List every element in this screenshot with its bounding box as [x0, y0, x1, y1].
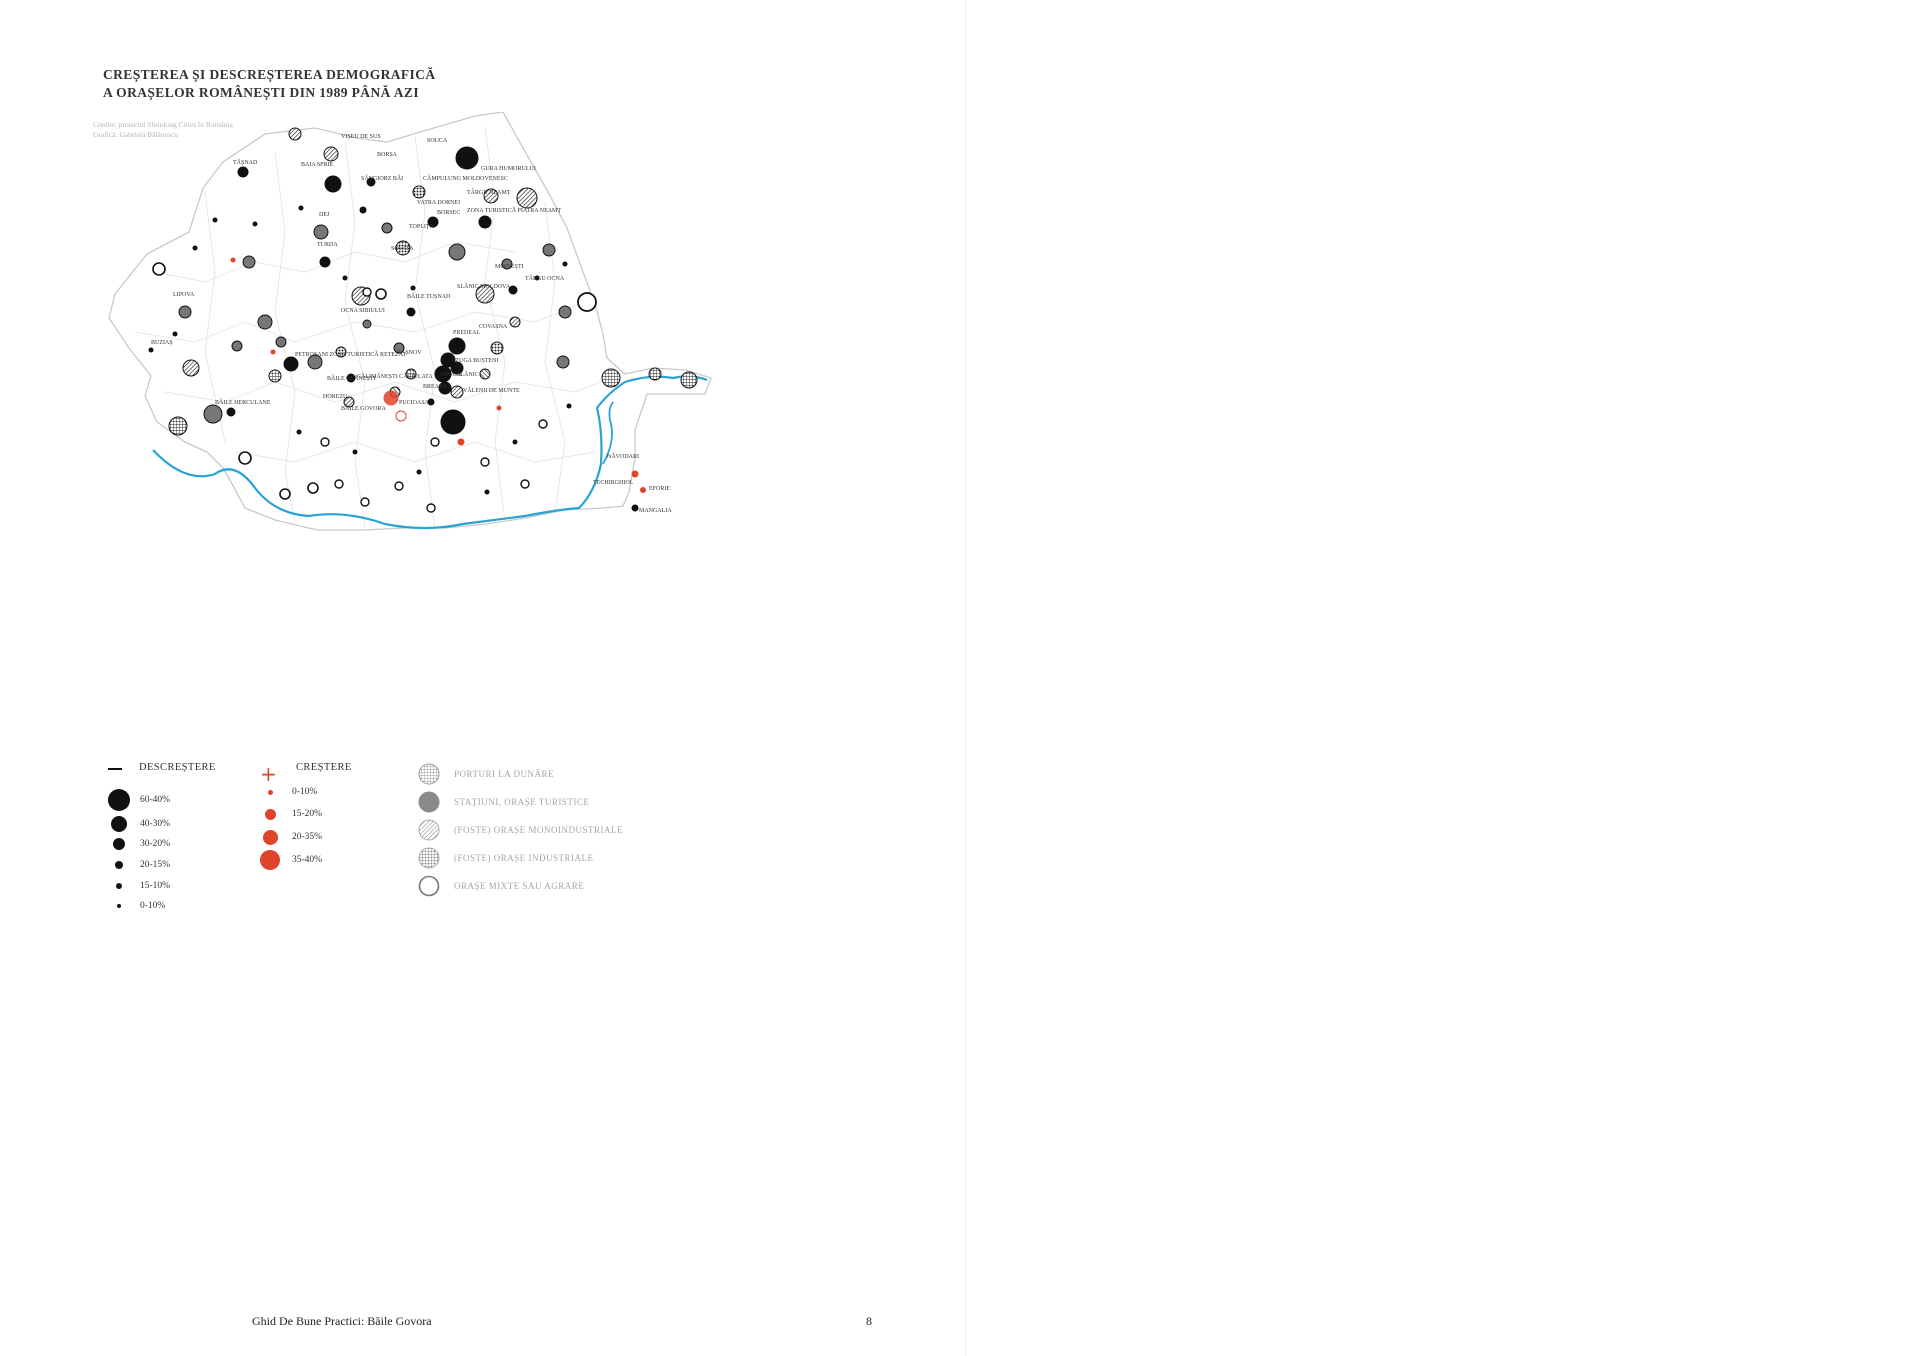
country-outline — [109, 112, 711, 530]
place-label: VATRA DORNEI — [417, 200, 461, 206]
place-label: TURDA — [317, 242, 338, 248]
city-marker — [325, 176, 341, 192]
legend-label: 15-20% — [292, 809, 323, 819]
place-label: BUZIAȘ — [151, 340, 173, 346]
legend-category-label: PORTURI LA DUNĂRE — [454, 769, 554, 779]
city-marker — [297, 430, 301, 434]
city-marker — [183, 360, 199, 376]
legend-dot — [116, 883, 122, 889]
place-label: COVASNA — [479, 324, 508, 330]
place-label: AZUGA BUȘTENI — [451, 358, 499, 364]
city-marker — [289, 128, 301, 140]
city-marker — [557, 356, 569, 368]
city-marker — [481, 458, 489, 466]
city-marker — [384, 391, 398, 405]
city-marker — [559, 306, 571, 318]
place-label: BORSEC — [437, 210, 461, 216]
legend-dot — [263, 830, 278, 845]
place-label: RÂȘNOV — [397, 350, 422, 356]
place-label: DEJ — [319, 212, 330, 218]
map-title-line: CREȘTEREA ȘI DESCREȘTEREA DEMOGRAFICĂ — [103, 67, 436, 82]
monoindustrial-swatch-icon — [418, 819, 440, 841]
map-title — [103, 66, 436, 102]
city-marker — [517, 188, 537, 208]
city-marker — [353, 450, 357, 454]
place-label: SLĂNIC — [457, 372, 479, 378]
legend-category-label: ORAȘE MIXTE SAU AGRARE — [454, 881, 585, 891]
city-marker — [497, 406, 501, 410]
city-marker — [396, 411, 406, 421]
place-label: TOPLIȚA — [409, 224, 434, 230]
legend-label: 20-15% — [140, 860, 171, 870]
place-label: TÂRGU NEAMȚ — [467, 190, 511, 196]
city-marker — [320, 257, 330, 267]
legend-decrease — [108, 762, 258, 928]
legend-dot — [268, 790, 273, 795]
place-label: BĂILE OLĂNEȘTI — [327, 376, 376, 382]
city-marker — [407, 308, 415, 316]
city-marker — [213, 218, 217, 222]
legend-label: 30-20% — [140, 839, 171, 849]
city-marker — [361, 498, 369, 506]
city-marker — [602, 369, 620, 387]
city-marker — [360, 207, 366, 213]
place-label: MANGALIA — [639, 508, 672, 514]
city-marker — [539, 420, 547, 428]
city-marker — [324, 147, 338, 161]
city-marker — [284, 357, 298, 371]
place-label: CĂLIMĂNEȘTI CĂCIULATA — [357, 374, 433, 380]
city-marker — [363, 288, 371, 296]
place-label: TÂRGU OCNA — [525, 276, 565, 282]
city-marker — [479, 216, 491, 228]
city-marker — [395, 482, 403, 490]
place-label: BREAZA — [423, 384, 447, 390]
city-marker — [335, 480, 343, 488]
city-marker — [204, 405, 222, 423]
legend-dot — [117, 904, 121, 908]
city-marker — [411, 286, 415, 290]
place-label: BĂILE HERCULANE — [215, 400, 271, 406]
place-label: MOINEȘTI — [495, 264, 524, 270]
city-marker — [276, 337, 286, 347]
legend-label: 20-35% — [292, 832, 323, 842]
city-marker — [280, 489, 290, 499]
place-label: SLĂNIC MOLDOVA — [457, 284, 511, 290]
legend-dot — [115, 861, 123, 869]
city-marker — [343, 276, 347, 280]
map-credit-line: Grafică: Gabriela Bălănescu — [93, 130, 178, 139]
city-marker — [480, 369, 490, 379]
industrial-swatch-icon — [418, 847, 440, 869]
city-marker — [491, 342, 503, 354]
city-marker — [681, 372, 697, 388]
place-label: BĂILE TUȘNAD — [407, 294, 451, 300]
plus-icon: + — [260, 762, 277, 786]
city-marker — [269, 370, 281, 382]
place-label: TECHIRGHIOL — [593, 480, 634, 486]
city-marker — [521, 480, 529, 488]
city-marker — [427, 504, 435, 512]
city-marker — [227, 408, 235, 416]
city-marker — [649, 368, 661, 380]
place-label: NĂVODARI — [607, 454, 639, 460]
place-label: BĂILE GOVORA — [341, 406, 386, 412]
city-marker — [641, 488, 646, 493]
city-marker — [376, 289, 386, 299]
city-marker — [308, 483, 318, 493]
legend-dot — [265, 809, 276, 820]
city-marker — [563, 262, 567, 266]
minus-icon — [108, 768, 122, 770]
place-label: VIȘEU DE SUS — [341, 134, 381, 140]
place-label: VĂLENII DE MUNTE — [463, 388, 520, 394]
place-label: PREDEAL — [453, 330, 480, 336]
legend-dot — [260, 850, 280, 870]
legend-category-label: (FOSTE) ORAȘE INDUSTRIALE — [454, 853, 594, 863]
place-label: HOREZU — [323, 394, 348, 400]
city-marker — [169, 417, 187, 435]
city-marker — [543, 244, 555, 256]
city-marker — [632, 505, 638, 511]
city-marker — [231, 258, 235, 262]
city-marker — [632, 471, 638, 477]
legend-category-label: STAȚIUNI, ORAȘE TURISTICE — [454, 797, 590, 807]
legend-increase-title: CREȘTERE — [296, 762, 352, 773]
city-marker — [509, 286, 517, 294]
legend-categories — [418, 766, 678, 906]
city-marker — [243, 256, 255, 268]
city-marker — [179, 306, 191, 318]
city-marker — [239, 452, 251, 464]
legend-label: 15-10% — [140, 881, 171, 891]
city-marker — [441, 410, 465, 434]
place-label: SOVATA — [391, 246, 414, 252]
place-labels — [151, 134, 672, 514]
legend-category-label: (FOSTE) ORAȘE MONOINDUSTRIALE — [454, 825, 623, 835]
city-marker — [258, 315, 272, 329]
page-number: 8 — [866, 1314, 872, 1328]
county-borders — [135, 127, 625, 527]
place-label: SINAIA — [441, 372, 462, 378]
city-marker — [238, 167, 248, 177]
legend-label: 0-10% — [140, 901, 166, 911]
legend-label: 40-30% — [140, 819, 171, 829]
city-marker — [417, 470, 421, 474]
city-marker — [431, 438, 439, 446]
map-title-line: A ORAȘELOR ROMÂNEȘTI DIN 1989 PÂNĂ AZI — [103, 85, 419, 100]
legend-dot — [113, 838, 125, 850]
city-marker — [449, 338, 465, 354]
city-marker — [363, 320, 371, 328]
place-label: LIPOVA — [173, 292, 195, 298]
city-marker — [413, 186, 425, 198]
city-marker — [510, 317, 520, 327]
city-marker — [232, 341, 242, 351]
city-marker — [456, 147, 478, 169]
legend-decrease-title: DESCREȘTERE — [139, 762, 216, 773]
place-label: PUCIOASA — [399, 400, 430, 406]
legend-dot — [111, 816, 127, 832]
place-label: SOUCA — [427, 138, 448, 144]
city-marker — [193, 246, 197, 250]
place-label: BAIA SPRIE — [301, 162, 334, 168]
place-label: ZONA TURISTICĂ PIATRA NEAMȚ — [467, 208, 562, 214]
right-page — [966, 0, 1920, 1356]
city-marker — [513, 440, 517, 444]
place-label: PETROȘANI ZONA TURISTICĂ RETEZAT — [295, 352, 407, 358]
resorts-swatch-icon — [418, 791, 440, 813]
city-marker — [458, 439, 464, 445]
ports-swatch-icon — [418, 763, 440, 785]
romania-map — [95, 112, 885, 672]
map-credit-line: Credits: proiectul Shrinking Cities în România — [93, 120, 233, 129]
legend-label: 0-10% — [292, 787, 318, 797]
place-label: SĂNGIORZ BĂI — [361, 176, 404, 182]
city-marker — [153, 263, 165, 275]
legend-label: 60-40% — [140, 795, 171, 805]
city-marker — [321, 438, 329, 446]
city-marker — [314, 225, 328, 239]
city-marker — [382, 223, 392, 233]
legend-dot — [108, 789, 130, 811]
city-marker — [173, 332, 177, 336]
place-label: EFORIE — [649, 486, 670, 492]
city-marker — [451, 386, 463, 398]
city-marker — [485, 490, 489, 494]
place-label: BORȘA — [377, 152, 398, 158]
legend-increase — [260, 762, 380, 898]
place-label: GURA HUMORULUI — [481, 166, 536, 172]
place-label: OCNA SIBIULUI — [341, 308, 385, 314]
city-marker — [271, 350, 275, 354]
footer-title: Ghid De Bune Practici: Băile Govora — [252, 1314, 432, 1328]
mixed-agrarian-swatch-icon — [418, 875, 440, 897]
city-marker — [449, 244, 465, 260]
city-marker — [578, 293, 596, 311]
city-marker — [567, 404, 571, 408]
legend-label: 35-40% — [292, 855, 323, 865]
place-label: TĂȘNAD — [233, 160, 258, 166]
place-label: CÂMPULUNG MOLDOVENESC — [423, 176, 508, 182]
city-marker — [299, 206, 303, 210]
city-marker — [253, 222, 257, 226]
city-marker — [149, 348, 153, 352]
